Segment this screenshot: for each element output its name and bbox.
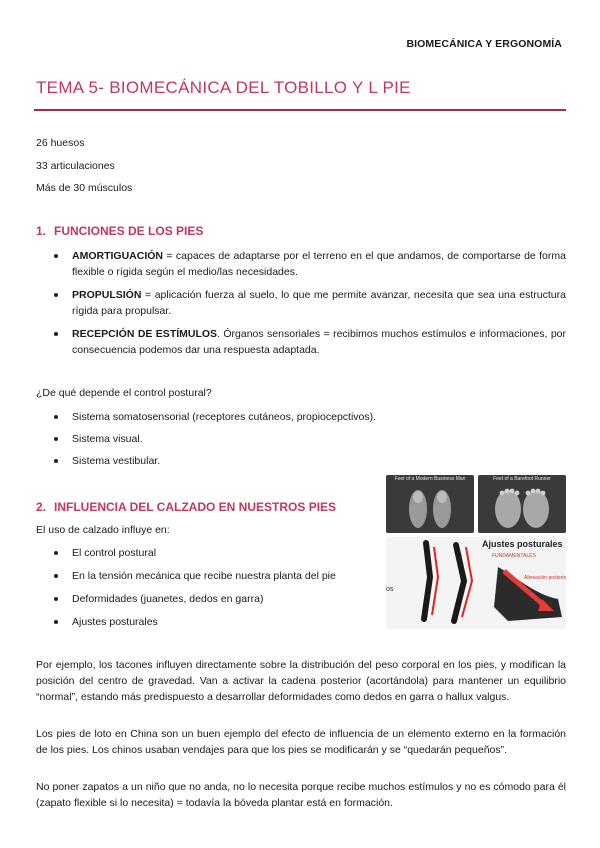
postural-question: ¿De qué depende el control postural? xyxy=(36,387,212,399)
business-man-feet-photo xyxy=(386,475,474,533)
narrow-feet-icon xyxy=(386,475,474,533)
posture-diagram xyxy=(386,537,566,629)
barefoot-runner-feet-photo xyxy=(478,475,566,533)
postural-list xyxy=(50,409,566,469)
description: = capaces de adaptarse por el terreno en el que andamos, de comportarse de forma flexible o rígida según el medio/las necesidades. xyxy=(72,250,566,278)
paragraph-children-shoes: No poner zapatos a un niño que no anda, no lo necesita porque recibe muchos estímulos y no es cómodo para él (zapato flexible si lo necesita) = todavía la bóveda plantar está en formación. xyxy=(36,781,566,809)
list-item: Ajustes posturales xyxy=(50,614,370,630)
section-title: INFLUENCIA DEL CALZADO EN NUESTROS PIES xyxy=(54,500,337,514)
diagram-label-note: Alineación posterior xyxy=(524,575,566,581)
section-heading-footwear xyxy=(36,500,336,514)
term: PROPULSIÓN xyxy=(72,289,142,301)
photo-caption: Feet of a Barefoot Runner xyxy=(493,476,551,482)
functions-list xyxy=(50,248,566,358)
list-item xyxy=(50,248,566,280)
stat-bones: 26 huesos xyxy=(36,137,85,149)
term: AMORTIGUACIÓN xyxy=(72,250,163,262)
footwear-list xyxy=(50,545,370,630)
section-title: FUNCIONES DE LOS PIES xyxy=(54,224,204,238)
wide-feet-icon xyxy=(478,475,566,533)
list-item: Sistema visual. xyxy=(50,431,566,447)
section-number: 2. xyxy=(36,500,47,514)
diagram-label-main: Ajustes posturales xyxy=(482,539,563,549)
page-title: TEMA 5- BIOMECÁNICA DEL TOBILLO Y L PIE xyxy=(36,78,411,97)
paragraph-heels: Por ejemplo, los tacones influyen directamente sobre la distribución del peso corporal en los pies, y modifican la posición del centro de gravedad. Van a activar la cadena posterior (acortándola) para mantener un equilibrio “normal”, estando más predispuesto a desarrollar deformidades como dedos en garra o hallux valgus. xyxy=(36,659,566,703)
diagram-label-sub: FUNDAMENTALES xyxy=(492,553,536,559)
list-item xyxy=(50,326,566,358)
description: . Órganos sensoriales = recibimos muchos estímulos e informaciones, por consecuencia podemos dar una respuesta adaptada. xyxy=(72,328,566,356)
section-heading-functions xyxy=(36,224,203,238)
posture-legs-icon xyxy=(386,537,566,629)
list-item: En la tensión mecánica que recibe nuestra planta del pie xyxy=(50,568,370,584)
list-item xyxy=(50,287,566,319)
title-divider xyxy=(34,109,566,111)
footwear-figure xyxy=(380,475,566,629)
figure-edge-text: os xyxy=(386,586,394,593)
stat-joints: 33 articulaciones xyxy=(36,160,115,172)
term: RECEPCIÓN DE ESTÍMULOS xyxy=(72,328,218,340)
description: = aplicación fuerza al suelo, lo que me permite avanzar, necesita que sea una estructura rígida para propulsar. xyxy=(72,289,566,317)
paragraph-lotus-feet: Los pies de loto en China son un buen ejemplo del efecto de influencia de un elemento externo en la formación de los pies. Los chinos usaban vendajes para que los pies se modificarán y se “quedarán pequeños”. xyxy=(36,728,566,756)
list-item: Sistema vestibular. xyxy=(50,453,566,469)
list-item: Deformidades (juanetes, dedos en garra) xyxy=(50,591,370,607)
photo-caption: Feet of a Modern Business Man xyxy=(394,476,466,482)
footwear-intro: El uso de calzado influye en: xyxy=(36,524,170,536)
list-item: Sistema somatosensorial (receptores cutáneos, propiocepctivos). xyxy=(50,409,566,425)
stat-muscles: Más de 30 músculos xyxy=(36,182,133,194)
list-item: El control postural xyxy=(50,545,370,561)
document-header: BIOMECÁNICA Y ERGONOMÍA xyxy=(406,38,562,50)
section-number: 1. xyxy=(36,224,47,238)
